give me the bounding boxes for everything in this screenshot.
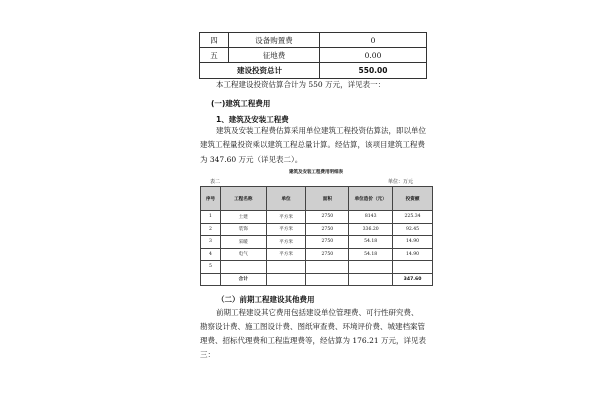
cell: 平方米 — [266, 223, 306, 236]
cell: 336.20 — [349, 223, 393, 236]
cell: 2750 — [306, 248, 349, 261]
header-cell: 单位造价（元） — [349, 187, 393, 211]
cell: 225.34 — [393, 211, 433, 224]
row-amount: 0 — [320, 33, 427, 48]
cell: 2750 — [306, 236, 349, 249]
cell: 14.90 — [393, 248, 433, 261]
header-cell: 工程名称 — [220, 187, 266, 211]
cell: 2 — [201, 223, 221, 236]
header-cell: 投资额 — [393, 187, 433, 211]
cell: 2750 — [306, 211, 349, 224]
cell: 14.90 — [393, 236, 433, 249]
header-cell: 单位 — [266, 187, 306, 211]
section1-line-2: 建筑工程量投资乘以建筑工程总量计算。经估算，该项目建筑工程费 — [200, 140, 425, 149]
cell: 平方米 — [266, 236, 306, 249]
cell — [220, 261, 266, 274]
cell: 54.18 — [349, 236, 393, 249]
table-row — [201, 223, 433, 236]
cell: 土建 — [220, 211, 266, 224]
table2-unit: 单位：万元 — [388, 179, 414, 185]
cell — [266, 261, 306, 274]
table-total-row — [201, 273, 433, 286]
cell — [306, 261, 349, 274]
cell — [349, 273, 393, 286]
cell: 54.18 — [349, 248, 393, 261]
cell: 平方米 — [266, 211, 306, 224]
cell: 装饰 — [220, 223, 266, 236]
table-row — [201, 261, 433, 274]
table2-label: 表二 — [210, 179, 221, 185]
cell — [201, 273, 221, 286]
cell: 8143 — [349, 211, 393, 224]
cell: 电气 — [220, 248, 266, 261]
total-value: 347.60 — [393, 273, 433, 286]
cell: 92.45 — [393, 223, 433, 236]
table2-title: 建筑及安装工程费用明细表 — [289, 170, 343, 175]
cell — [306, 273, 349, 286]
investment-summary-table — [199, 32, 427, 79]
cell: 5 — [201, 261, 221, 274]
total-label: 合计 — [220, 273, 266, 286]
row-number: 四 — [200, 33, 229, 48]
section1-line-3: 为 347.60 万元（详见表二）。 — [200, 155, 303, 164]
section2-title: （二）前期工程建设其他费用 — [217, 295, 315, 304]
section1-subtitle: 1、建筑及安装工程费 — [216, 115, 289, 124]
section2-line-1: 前期工程建设其它费用包括建设单位管理费、可行性研究费、 — [216, 308, 419, 317]
cell: 平方米 — [266, 248, 306, 261]
total-value: 550.00 — [320, 63, 427, 79]
total-label: 建设投资总计 — [200, 63, 320, 79]
table-total-row — [200, 63, 427, 79]
cell: 2750 — [306, 223, 349, 236]
header-cell: 序号 — [201, 187, 221, 211]
table-row — [200, 48, 427, 63]
cell — [266, 273, 306, 286]
table-row — [201, 248, 433, 261]
cell: 1 — [201, 211, 221, 224]
section1-line-1: 建筑及安装工程费估算采用单位建筑工程投资估算法，即以单位 — [216, 126, 426, 135]
table-row — [201, 236, 433, 249]
table-header-row — [201, 187, 433, 211]
row-number: 五 — [200, 48, 229, 63]
cell — [393, 261, 433, 274]
cell: 采暖 — [220, 236, 266, 249]
table-row — [201, 211, 433, 224]
section2-line-2: 勘察设计费、施工图设计费、图纸审查费、环境评价费、城建档案管 — [200, 322, 425, 331]
table-row — [200, 33, 427, 48]
row-item: 征地费 — [229, 48, 320, 63]
section1-title: (一)建筑工程费用 — [211, 99, 271, 108]
construction-cost-table — [200, 186, 433, 286]
intro-paragraph: 本工程建设投资估算合计为 550 万元，详见表一： — [216, 80, 386, 89]
row-item: 设备购置费 — [229, 33, 320, 48]
row-amount: 0.00 — [320, 48, 427, 63]
section2-line-3: 理费、招标代理费和工程监理费等，经估算为 176.21 万元，详见表 — [200, 336, 427, 345]
cell: 3 — [201, 236, 221, 249]
section2-line-4: 三： — [200, 350, 215, 359]
header-cell: 面积 — [306, 187, 349, 211]
cell — [349, 261, 393, 274]
cell: 4 — [201, 248, 221, 261]
